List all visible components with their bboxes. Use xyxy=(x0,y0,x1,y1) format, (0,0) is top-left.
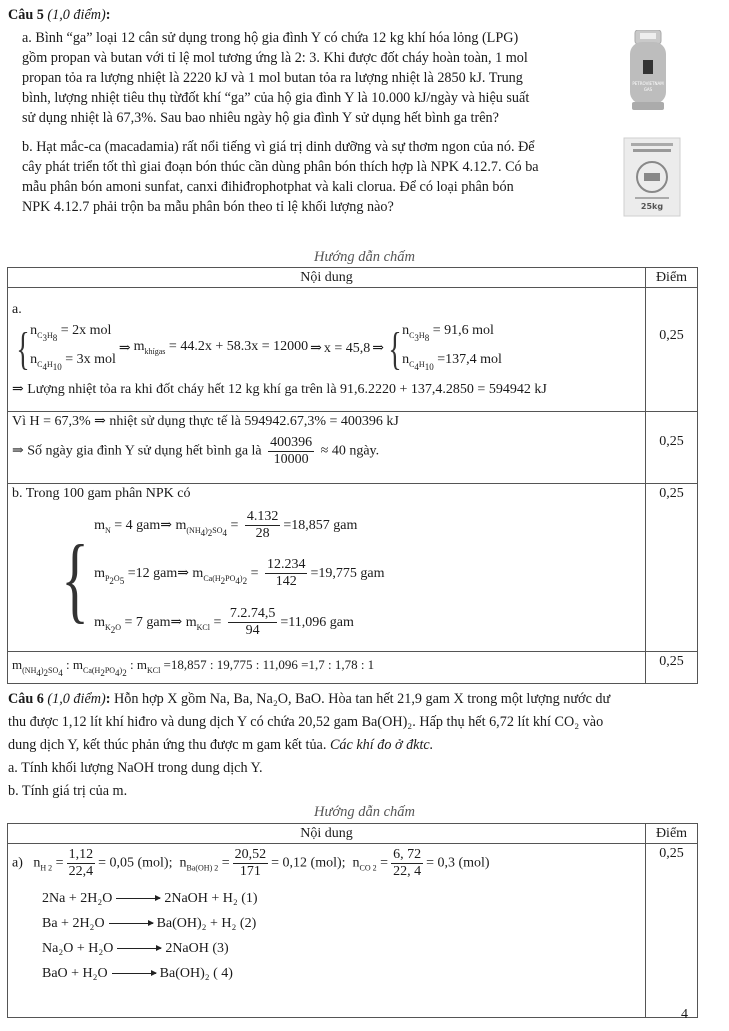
column-header-points: Điểm xyxy=(646,268,698,288)
equation-system xyxy=(52,506,645,651)
system-right xyxy=(402,320,502,378)
eq-result: =19,775 gam xyxy=(310,566,385,581)
text-line: bình, lượng nhiệt tiêu thụ từđốt khí “ga” của hộ gia đình Y là 10.000 kJ/ngày và hiệu suất xyxy=(22,90,530,106)
reaction-line xyxy=(42,886,645,911)
grading-guide-heading: Hướng dẫn chấm xyxy=(313,804,416,820)
row-label: a) xyxy=(12,855,23,871)
heat-result-line: ⇒ Lượng nhiệt tỏa ra khi đốt cháy hết 12 kg khí ga trên là 91,6.2220 + 137,4.2850 = 594942 kJ xyxy=(12,382,547,397)
fraction xyxy=(233,847,269,880)
arrow-icon xyxy=(109,923,153,924)
column-header-content: Nội dung xyxy=(8,824,646,844)
reaction-line xyxy=(42,911,645,936)
grading-guide-heading: Hướng dẫn chấm xyxy=(313,249,416,265)
table-row xyxy=(8,844,698,1018)
eq-result: = 0,12 (mol); xyxy=(271,855,346,871)
content-cell xyxy=(8,412,646,484)
eq-value: = 2x mol xyxy=(60,323,112,338)
products: Ba(OH)₂ + H₂ (2) xyxy=(156,916,257,931)
denominator: 28 xyxy=(255,526,270,542)
colon: : xyxy=(105,7,111,23)
eq-result: =18,857 gam xyxy=(283,518,358,533)
eq-result: = 0,05 (mol); xyxy=(98,855,173,871)
denominator: 171 xyxy=(239,864,261,879)
content-cell xyxy=(8,288,646,412)
points-value: 0,25 xyxy=(659,654,684,669)
fraction xyxy=(67,847,96,880)
eq-value: = 4 gam xyxy=(114,518,161,533)
content-cell xyxy=(8,652,646,684)
eq-result: = 0,3 (mol) xyxy=(426,855,490,871)
reactants: Na₂O + H₂O xyxy=(42,941,114,956)
points-value: 0,25 xyxy=(659,486,684,501)
gas-cylinder-image xyxy=(628,30,668,112)
eq-line: $m_{P_2O_5} =12$ gam⇒ $m_{Ca(H_2PO_4)_2}$ = $\frac{12.234}{142}$ =19,775 gam xyxy=(94,557,385,590)
text-line: propan tỏa ra lượng nhiệt là 2220 kJ và 1 mol butan tỏa ra lượng nhiệt là 2850 kJ. Trung xyxy=(22,70,523,86)
colon: : xyxy=(105,691,111,707)
points-value: 0,25 xyxy=(659,846,684,861)
eq-line: $n_{C_3H_8} = 2x$ mol xyxy=(30,323,112,343)
numerator: 1,12 xyxy=(68,847,94,862)
row-label: a. xyxy=(12,302,22,317)
fertilizer-equations xyxy=(94,506,384,651)
question-number: Câu 5 xyxy=(8,7,44,23)
text-line: NPK 4.12.7 phải trộn ba mẫu phân bón theo tỉ lệ khối lượng nào? xyxy=(22,199,394,215)
eq-value: = 44.2x + 58.3x = 12000 xyxy=(168,338,309,354)
points-value: 0,25 xyxy=(659,328,684,343)
eq-line: $n_{C_4H_{10}} = 3x$ mol xyxy=(30,352,116,372)
fraction xyxy=(245,509,281,542)
days-line xyxy=(12,435,645,468)
question-5-part-a xyxy=(22,28,612,128)
text-line: mẫu phân bón amoni sunfat, canxi đihiđrophotphat và kali clorua. Để có loại phân bón xyxy=(22,179,514,195)
table-header-row xyxy=(8,824,698,844)
points-value: 0,25 xyxy=(659,434,684,449)
products: 2NaOH (3) xyxy=(165,941,229,956)
mass-ratio-line: $m_{(NH_4)_2SO_4}$ : $m_{Ca(H_2PO_4)_2}$ : $m_{KCl} =18,857$ : 19,775 : 11,096 =1,7 : 1,78 : 1 xyxy=(12,657,375,678)
question-text: dung dịch Y, kết thúc phản ứng thu được m gam kết tủa. xyxy=(8,737,330,753)
efficiency-line: Vì H = 67,3% ⇒ nhiệt sử dụng thực tế là 594942.67,3% = 400396 kJ xyxy=(12,414,399,429)
implies-icon: ⇒ xyxy=(310,341,322,356)
fraction xyxy=(391,847,423,880)
fraction xyxy=(268,435,314,468)
svg-text:GAS: GAS xyxy=(643,87,653,92)
grading-table-q5 xyxy=(7,267,698,684)
text-line: sử dụng nhiệt là 67,3%. Sau bao nhiêu ngày hộ gia đình Y sử dụng hết bình ga trên? xyxy=(22,110,499,126)
grading-table-q6 xyxy=(7,823,698,1018)
mass-equation: $m_{khígas} = 44.2x + 58.3x = 12000$ xyxy=(133,338,309,356)
eq-value: = 7 gam xyxy=(124,615,171,630)
fraction xyxy=(265,557,308,590)
reactants: 2Na + 2H₂O xyxy=(42,891,113,906)
reaction-line xyxy=(42,961,645,986)
denominator: 94 xyxy=(245,623,260,639)
arrow-icon xyxy=(112,973,156,974)
text-line: a. Bình “ga” loại 12 cân sử dụng trong hộ gia đình Y có chứa 12 kg khí hóa lỏng (LPG) xyxy=(22,30,519,46)
question-points: (1,0 điểm) xyxy=(47,7,106,23)
eq-value: =137,4 mol xyxy=(437,352,502,367)
numerator: 7.2.74,5 xyxy=(229,606,276,622)
svg-text:25kg: 25kg xyxy=(640,202,664,211)
question-text: Hỗn hợp X gồm Na, Ba, Na₂O, BaO. Hòa tan hết 21,9 gam X trong một lượng nước dư xyxy=(110,691,611,707)
ratio-value: =18,857 : 19,775 : 11,096 =1,7 : 1,78 : 1 xyxy=(163,657,375,672)
numerator: 6, 72 xyxy=(393,847,422,862)
system-left xyxy=(30,320,116,378)
table-row xyxy=(8,288,698,412)
reactants: BaO + H₂O xyxy=(42,966,108,981)
question-5-part-b xyxy=(22,137,612,217)
denominator: 142 xyxy=(275,574,297,590)
points-cell xyxy=(646,652,698,684)
days-prefix: ⇒ Số ngày gia đình Y sử dụng hết bình ga là xyxy=(12,443,262,459)
points-cell xyxy=(646,844,698,1018)
products: 2NaOH + H₂ (1) xyxy=(164,891,258,906)
eq-line: $n_{C_4H_{10}} =137,4$ mol xyxy=(402,352,502,372)
denominator: 22, 4 xyxy=(393,864,422,879)
question-points: (1,0 điểm) xyxy=(47,691,106,707)
column-header-content: Nội dung xyxy=(8,268,646,288)
fraction xyxy=(228,606,278,639)
moles-line: a) $n_{H 2}$ = $\frac{1,12}{22,4}$ = 0,05 (mol); $n_{Ba(OH) 2}$ = $\frac{20,52}{171}$ = 0,12 (mol); $n_{CO 2}$ = $\frac{6, 72}{22, 4}$ = 0,3 (mol) xyxy=(12,847,490,879)
points-cell xyxy=(646,484,698,652)
table-row xyxy=(8,484,698,652)
numerator: 400396 xyxy=(270,435,313,450)
eq-line: $m_{K_2O} = 7$ gam⇒ $m_{KCl}$ = $\frac{7.2.74,5}{94}$ =11,096 gam xyxy=(94,606,354,639)
page-number: 4 xyxy=(681,1007,688,1022)
brace-icon: { xyxy=(388,323,402,374)
numerator: 4.132 xyxy=(246,509,279,525)
question-6 xyxy=(8,689,698,801)
content-cell xyxy=(8,844,646,1018)
eq-line: $m_N = 4$ gam⇒ $m_{(NH_4)_2SO_4}$ = $\frac{4.132}{28}$ =18,857 gam xyxy=(94,509,358,542)
condition-note: Các khí đo ở đktc. xyxy=(329,737,434,753)
row-label: b. Trong 100 gam phân NPK có xyxy=(12,486,191,501)
x-value: x = 45,8 xyxy=(323,341,371,356)
text-line xyxy=(8,735,698,755)
table-row xyxy=(8,652,698,684)
text-line: cây phát triển tốt thì giai đoạn bón thúc cần dùng phân bón thích hợp là NPK 4.12.7. Có ba xyxy=(22,159,539,175)
content-cell xyxy=(8,484,646,652)
brace-icon: { xyxy=(16,323,30,374)
denominator: 22,4 xyxy=(68,864,94,879)
points-cell xyxy=(646,412,698,484)
fertilizer-bag-image xyxy=(623,137,681,217)
text-line: thu được 1,12 lít khí hiđro và dung dịch Y có chứa 20,52 gam Ba(OH)₂. Hấp thụ hết 6,72 lít khí CO₂ vào xyxy=(8,714,604,730)
points-cell xyxy=(646,288,698,412)
question-6-part-a: a. Tính khối lượng NaOH trong dung dịch Y. xyxy=(8,760,263,776)
eq-value: = 3x mol xyxy=(65,352,116,367)
numerator: 12.234 xyxy=(266,557,306,573)
denominator: 10000 xyxy=(273,452,309,467)
column-header-points: Điểm xyxy=(646,824,698,844)
question-5-title xyxy=(8,5,110,25)
reactants: Ba + 2H₂O xyxy=(42,916,105,931)
numerator: 20,52 xyxy=(234,847,267,862)
table-header-row xyxy=(8,268,698,288)
text-line xyxy=(8,689,698,709)
svg-text:PETROVIETNAM: PETROVIETNAM xyxy=(632,81,664,86)
days-suffix: ≈ 40 ngày. xyxy=(320,443,380,459)
implies-icon: ⇒ xyxy=(372,341,384,356)
equation-system xyxy=(12,320,645,378)
eq-value: = 91,6 mol xyxy=(432,323,494,338)
eq-line: $n_{C_3H_8} = 91,6$ mol xyxy=(402,323,494,343)
text-line: b. Hạt mắc-ca (macadamia) rất nổi tiếng vì giá trị dinh dưỡng và sự thơm ngon của nó. Để xyxy=(22,139,535,155)
products: Ba(OH)₂ ( 4) xyxy=(159,966,233,981)
arrow-icon xyxy=(116,898,160,899)
text-line: gồm propan và butan với tỉ lệ mol tương ứng là 2: 3. Khi được đốt cháy hoàn toàn, 1 mol xyxy=(22,50,528,66)
eq-result: =11,096 gam xyxy=(280,615,354,630)
table-row xyxy=(8,412,698,484)
implies-icon: ⇒ xyxy=(118,341,131,356)
reaction-list xyxy=(42,886,645,986)
reaction-line xyxy=(42,936,645,961)
arrow-icon xyxy=(117,948,161,949)
eq-value: =12 gam xyxy=(127,566,178,581)
brace-icon: { xyxy=(61,524,89,632)
question-6-part-b: b. Tính giá trị của m. xyxy=(8,783,128,799)
question-number: Câu 6 xyxy=(8,691,44,707)
